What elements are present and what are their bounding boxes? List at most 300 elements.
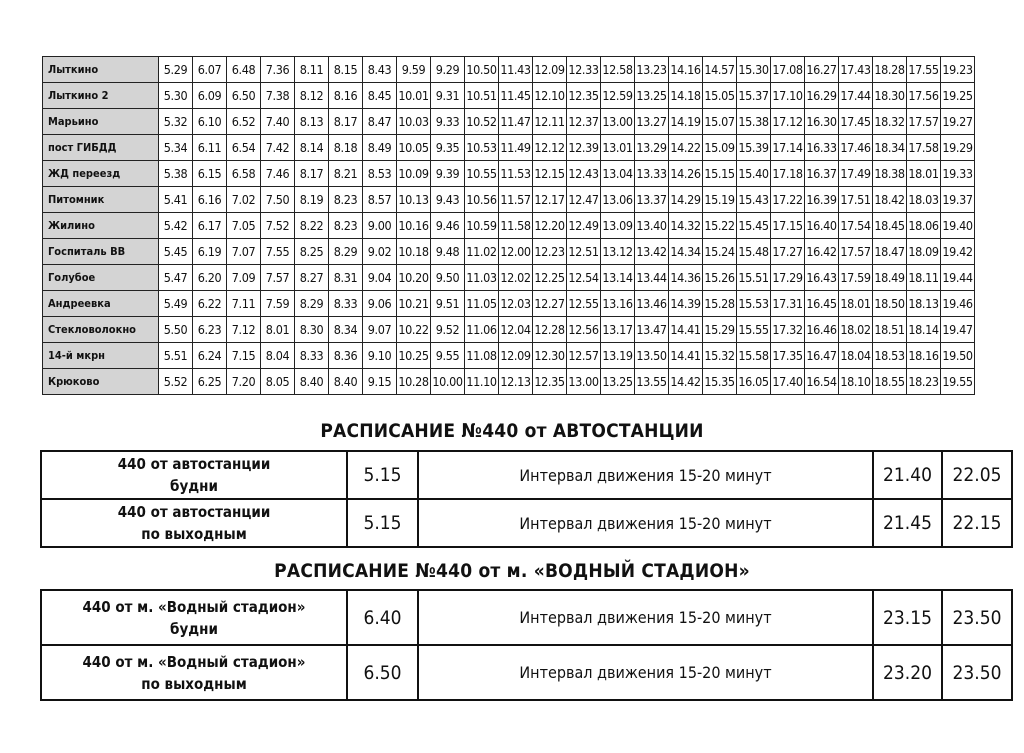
departure-time: 15.26: [703, 265, 737, 291]
departure-time: 8.53: [363, 161, 397, 187]
departure-time: 12.13: [499, 369, 533, 395]
departure-time: 17.54: [839, 213, 873, 239]
first-departure: 5.15: [347, 451, 418, 499]
departure-time: 15.45: [737, 213, 771, 239]
departure-time: 8.14: [295, 135, 329, 161]
route-label-line1: 440 от м. «Водный стадион»: [82, 652, 306, 671]
departure-time: 7.38: [261, 83, 295, 109]
departure-time: 6.19: [193, 239, 227, 265]
departure-time: 8.17: [329, 109, 363, 135]
departure-time: 9.52: [431, 317, 465, 343]
departure-time: 7.07: [227, 239, 261, 265]
stop-name: пост ГИБДД: [43, 135, 159, 161]
section-title-bus-station: РАСПИСАНИЕ №440 от АВТОСТАНЦИИ: [320, 420, 704, 442]
departure-time: 10.55: [465, 161, 499, 187]
departure-time: 7.36: [261, 57, 295, 83]
departure-time: 13.47: [635, 317, 669, 343]
stop-name: ЖД переезд: [43, 161, 159, 187]
departure-time: 8.45: [363, 83, 397, 109]
departure-time: 6.25: [193, 369, 227, 395]
departure-time: 15.51: [737, 265, 771, 291]
departure-time: 19.44: [941, 265, 975, 291]
departure-time: 13.19: [601, 343, 635, 369]
departure-time: 15.58: [737, 343, 771, 369]
stop-row: [43, 369, 975, 395]
last-departure: 22.15: [942, 499, 1012, 547]
departure-time: 8.23: [329, 187, 363, 213]
departure-time: 18.50: [873, 291, 907, 317]
schedule-row-weekdays: [41, 590, 1012, 645]
departure-time: 6.20: [193, 265, 227, 291]
departure-time: 17.29: [771, 265, 805, 291]
departure-time: 8.29: [329, 239, 363, 265]
departure-time: 10.20: [397, 265, 431, 291]
stop-row: [43, 265, 975, 291]
departure-time: 8.04: [261, 343, 295, 369]
departure-time: 15.40: [737, 161, 771, 187]
departure-time: 17.44: [839, 83, 873, 109]
departure-time: 5.52: [159, 369, 193, 395]
departure-time: 12.04: [499, 317, 533, 343]
departure-time: 15.43: [737, 187, 771, 213]
departure-time: 18.11: [907, 265, 941, 291]
departure-time: 8.40: [295, 369, 329, 395]
departure-time: 13.55: [635, 369, 669, 395]
departure-time: 8.49: [363, 135, 397, 161]
departure-time: 13.17: [601, 317, 635, 343]
departure-time: 12.11: [533, 109, 567, 135]
departure-time: 18.14: [907, 317, 941, 343]
departure-time: 9.33: [431, 109, 465, 135]
departure-time: 5.30: [159, 83, 193, 109]
departure-time: 18.55: [873, 369, 907, 395]
departure-time: 16.37: [805, 161, 839, 187]
departure-time: 8.01: [261, 317, 295, 343]
departure-time: 13.33: [635, 161, 669, 187]
departure-time: 8.17: [295, 161, 329, 187]
departure-time: 8.57: [363, 187, 397, 213]
departure-time: 18.28: [873, 57, 907, 83]
departure-time: 13.23: [635, 57, 669, 83]
departure-time: 12.23: [533, 239, 567, 265]
departure-time: 14.36: [669, 265, 703, 291]
departure-time: 8.31: [329, 265, 363, 291]
departure-time: 17.10: [771, 83, 805, 109]
departure-time: 11.57: [499, 187, 533, 213]
departure-time: 12.28: [533, 317, 567, 343]
departure-time: 16.30: [805, 109, 839, 135]
stop-row: [43, 135, 975, 161]
departure-time: 8.30: [295, 317, 329, 343]
route-label-line2: будни: [170, 477, 218, 495]
departure-time: 16.40: [805, 213, 839, 239]
departure-time: 11.47: [499, 109, 533, 135]
departure-time: 19.50: [941, 343, 975, 369]
stop-name: Стекловолокно: [43, 317, 159, 343]
route-label-line1: 440 от м. «Водный стадион»: [82, 597, 306, 616]
departure-time: 8.22: [295, 213, 329, 239]
departure-time: 16.43: [805, 265, 839, 291]
departure-time: 18.04: [839, 343, 873, 369]
departure-time: 13.06: [601, 187, 635, 213]
departure-time: 8.34: [329, 317, 363, 343]
departure-time: 12.09: [533, 57, 567, 83]
departure-time: 15.30: [737, 57, 771, 83]
departure-time: 16.33: [805, 135, 839, 161]
departure-time: 18.09: [907, 239, 941, 265]
departure-time: 15.53: [737, 291, 771, 317]
departure-time: 8.47: [363, 109, 397, 135]
departure-time: 19.29: [941, 135, 975, 161]
departure-time: 9.43: [431, 187, 465, 213]
departure-time: 12.59: [601, 83, 635, 109]
departure-time: 6.23: [193, 317, 227, 343]
departure-time: 11.03: [465, 265, 499, 291]
departure-time: 18.47: [873, 239, 907, 265]
departure-time: 7.02: [227, 187, 261, 213]
departure-time: 13.27: [635, 109, 669, 135]
departure-time: 12.47: [567, 187, 601, 213]
departure-time: 18.16: [907, 343, 941, 369]
departure-time: 5.42: [159, 213, 193, 239]
departure-time: 10.50: [465, 57, 499, 83]
departure-time: 12.54: [567, 265, 601, 291]
interval-text: Интервал движения 15-20 минут: [418, 451, 873, 499]
departure-time: 8.25: [295, 239, 329, 265]
departure-time: 12.17: [533, 187, 567, 213]
departure-time: 13.25: [635, 83, 669, 109]
departure-time: 8.13: [295, 109, 329, 135]
departure-time: 15.37: [737, 83, 771, 109]
departure-time: 13.16: [601, 291, 635, 317]
departure-time: 13.37: [635, 187, 669, 213]
departure-time: 18.42: [873, 187, 907, 213]
departure-time: 10.51: [465, 83, 499, 109]
departure-time: 8.36: [329, 343, 363, 369]
departure-time: 14.39: [669, 291, 703, 317]
departure-time: 6.52: [227, 109, 261, 135]
departure-time: 18.34: [873, 135, 907, 161]
departure-time: 7.11: [227, 291, 261, 317]
departure-time: 5.29: [159, 57, 193, 83]
stop-name: 14-й мкрн: [43, 343, 159, 369]
departure-time: 18.10: [839, 369, 873, 395]
departure-time: 9.00: [363, 213, 397, 239]
departure-time: 18.02: [839, 317, 873, 343]
departure-time: 14.26: [669, 161, 703, 187]
stop-name: Голубое: [43, 265, 159, 291]
departure-time: 7.05: [227, 213, 261, 239]
departure-time: 13.00: [567, 369, 601, 395]
departure-time: 6.24: [193, 343, 227, 369]
departure-time: 15.05: [703, 83, 737, 109]
departure-time: 17.15: [771, 213, 805, 239]
departure-time: 6.10: [193, 109, 227, 135]
schedule-row-weekends: [41, 499, 1012, 547]
departure-time: 14.16: [669, 57, 703, 83]
departure-time: 6.50: [227, 83, 261, 109]
late-departure: 23.15: [873, 590, 942, 645]
departure-time: 13.29: [635, 135, 669, 161]
departure-time: 8.23: [329, 213, 363, 239]
departure-time: 9.06: [363, 291, 397, 317]
departure-time: 12.43: [567, 161, 601, 187]
interval-text: Интервал движения 15-20 минут: [418, 499, 873, 547]
departure-time: 11.49: [499, 135, 533, 161]
late-departure: 21.45: [873, 499, 942, 547]
departure-time: 17.08: [771, 57, 805, 83]
departure-time: 17.14: [771, 135, 805, 161]
departure-time: 7.40: [261, 109, 295, 135]
interval-text: Интервал движения 15-20 минут: [418, 645, 873, 700]
departure-time: 18.53: [873, 343, 907, 369]
first-departure: 5.15: [347, 499, 418, 547]
departure-time: 19.37: [941, 187, 975, 213]
stop-row: [43, 57, 975, 83]
departure-time: 12.25: [533, 265, 567, 291]
departure-time: 8.18: [329, 135, 363, 161]
departure-time: 17.57: [839, 239, 873, 265]
departure-time: 8.15: [329, 57, 363, 83]
departure-time: 5.49: [159, 291, 193, 317]
schedule-table-metro: [40, 589, 1013, 701]
stop-row: [43, 161, 975, 187]
departure-time: 10.21: [397, 291, 431, 317]
stop-row: [43, 317, 975, 343]
departure-time: 8.33: [295, 343, 329, 369]
departure-time: 14.19: [669, 109, 703, 135]
departure-time: 17.27: [771, 239, 805, 265]
departure-time: 15.48: [737, 239, 771, 265]
departure-time: 8.11: [295, 57, 329, 83]
departure-time: 9.46: [431, 213, 465, 239]
departure-time: 17.18: [771, 161, 805, 187]
departure-time: 12.39: [567, 135, 601, 161]
departure-time: 14.32: [669, 213, 703, 239]
departure-time: 6.11: [193, 135, 227, 161]
stop-name: Лыткино: [43, 57, 159, 83]
departure-time: 11.45: [499, 83, 533, 109]
departure-time: 16.54: [805, 369, 839, 395]
stop-row: [43, 109, 975, 135]
route-label-line2: по выходным: [141, 674, 247, 693]
departure-time: 17.57: [907, 109, 941, 135]
departure-time: 16.42: [805, 239, 839, 265]
departure-time: 15.32: [703, 343, 737, 369]
departure-time: 5.32: [159, 109, 193, 135]
departure-time: 18.01: [839, 291, 873, 317]
late-departure: 21.40: [873, 451, 942, 499]
departure-time: 15.38: [737, 109, 771, 135]
departure-time: 8.29: [295, 291, 329, 317]
departure-time: 9.39: [431, 161, 465, 187]
departure-time: 13.12: [601, 239, 635, 265]
departure-time: 13.14: [601, 265, 635, 291]
departure-time: 10.25: [397, 343, 431, 369]
departure-time: 9.59: [397, 57, 431, 83]
schedule-table-bus-station: [40, 450, 1013, 548]
departure-time: 7.50: [261, 187, 295, 213]
departure-time: 13.00: [601, 109, 635, 135]
route-label-line1: 440 от автостанции: [117, 503, 271, 521]
departure-time: 15.19: [703, 187, 737, 213]
route-label: [41, 590, 347, 645]
departure-time: 8.21: [329, 161, 363, 187]
departure-time: 12.00: [499, 239, 533, 265]
departure-time: 12.35: [567, 83, 601, 109]
departure-time: 15.24: [703, 239, 737, 265]
stop-row: [43, 187, 975, 213]
departure-time: 17.51: [839, 187, 873, 213]
route-label-line1: 440 от автостанции: [117, 455, 271, 473]
route-label: [41, 499, 347, 547]
stop-name: Госпиталь ВВ: [43, 239, 159, 265]
departure-time: 17.46: [839, 135, 873, 161]
departure-time: 18.49: [873, 265, 907, 291]
departure-time: 6.48: [227, 57, 261, 83]
departure-time: 7.20: [227, 369, 261, 395]
departure-time: 17.59: [839, 265, 873, 291]
departure-time: 6.17: [193, 213, 227, 239]
departure-time: 7.55: [261, 239, 295, 265]
departure-time: 11.58: [499, 213, 533, 239]
departure-time: 13.50: [635, 343, 669, 369]
departure-time: 16.45: [805, 291, 839, 317]
departure-time: 14.42: [669, 369, 703, 395]
departure-time: 8.43: [363, 57, 397, 83]
departure-time: 5.34: [159, 135, 193, 161]
departure-time: 10.03: [397, 109, 431, 135]
departure-time: 17.35: [771, 343, 805, 369]
departure-time: 19.40: [941, 213, 975, 239]
departure-time: 10.01: [397, 83, 431, 109]
route-label-line2: будни: [170, 619, 218, 638]
departure-time: 9.35: [431, 135, 465, 161]
departure-time: 8.16: [329, 83, 363, 109]
departure-time: 11.05: [465, 291, 499, 317]
departure-time: 9.10: [363, 343, 397, 369]
departure-time: 15.28: [703, 291, 737, 317]
departure-time: 11.02: [465, 239, 499, 265]
departure-time: 14.18: [669, 83, 703, 109]
departure-time: 11.10: [465, 369, 499, 395]
departure-time: 6.58: [227, 161, 261, 187]
departure-time: 9.15: [363, 369, 397, 395]
section-title-metro: РАСПИСАНИЕ №440 от м. «ВОДНЫЙ СТАДИОН»: [274, 560, 750, 582]
departure-time: 18.30: [873, 83, 907, 109]
first-departure: 6.50: [347, 645, 418, 700]
departure-time: 10.09: [397, 161, 431, 187]
departure-time: 10.00: [431, 369, 465, 395]
departure-time: 12.15: [533, 161, 567, 187]
route-label: [41, 451, 347, 499]
departure-time: 13.04: [601, 161, 635, 187]
first-departure: 6.40: [347, 590, 418, 645]
departure-time: 14.29: [669, 187, 703, 213]
departure-time: 17.43: [839, 57, 873, 83]
departure-time: 15.39: [737, 135, 771, 161]
departure-time: 6.07: [193, 57, 227, 83]
departure-time: 6.54: [227, 135, 261, 161]
departure-time: 15.35: [703, 369, 737, 395]
departure-time: 14.22: [669, 135, 703, 161]
departure-time: 12.27: [533, 291, 567, 317]
stop-name: Марьино: [43, 109, 159, 135]
departure-time: 11.43: [499, 57, 533, 83]
departure-time: 12.37: [567, 109, 601, 135]
departure-time: 5.38: [159, 161, 193, 187]
departure-time: 13.01: [601, 135, 635, 161]
departure-time: 16.39: [805, 187, 839, 213]
departure-time: 12.35: [533, 369, 567, 395]
last-departure: 22.05: [942, 451, 1012, 499]
departure-time: 15.29: [703, 317, 737, 343]
departure-time: 13.42: [635, 239, 669, 265]
stop-name: Андреевка: [43, 291, 159, 317]
stop-row: [43, 83, 975, 109]
departure-time: 17.49: [839, 161, 873, 187]
departure-time: 7.59: [261, 291, 295, 317]
departure-time: 14.41: [669, 317, 703, 343]
departure-time: 18.45: [873, 213, 907, 239]
departure-time: 8.40: [329, 369, 363, 395]
departure-time: 5.50: [159, 317, 193, 343]
departure-time: 9.29: [431, 57, 465, 83]
departure-time: 18.01: [907, 161, 941, 187]
departure-time: 19.27: [941, 109, 975, 135]
departure-time: 13.40: [635, 213, 669, 239]
departure-time: 8.33: [329, 291, 363, 317]
departure-time: 16.29: [805, 83, 839, 109]
departure-time: 11.06: [465, 317, 499, 343]
schedule-row-weekdays: [41, 451, 1012, 499]
departure-time: 18.32: [873, 109, 907, 135]
departure-time: 12.12: [533, 135, 567, 161]
departure-time: 11.53: [499, 161, 533, 187]
departure-time: 17.55: [907, 57, 941, 83]
departure-time: 12.10: [533, 83, 567, 109]
departure-time: 10.13: [397, 187, 431, 213]
departure-time: 10.18: [397, 239, 431, 265]
departure-time: 16.46: [805, 317, 839, 343]
departure-time: 17.12: [771, 109, 805, 135]
departure-time: 10.52: [465, 109, 499, 135]
departure-time: 16.27: [805, 57, 839, 83]
departure-time: 8.12: [295, 83, 329, 109]
departure-time: 14.34: [669, 239, 703, 265]
departure-time: 17.22: [771, 187, 805, 213]
departure-time: 7.12: [227, 317, 261, 343]
departure-time: 13.25: [601, 369, 635, 395]
departure-time: 14.41: [669, 343, 703, 369]
departure-time: 9.51: [431, 291, 465, 317]
departure-time: 18.06: [907, 213, 941, 239]
departure-time: 10.28: [397, 369, 431, 395]
departure-time: 19.46: [941, 291, 975, 317]
last-departure: 23.50: [942, 645, 1012, 700]
departure-time: 12.55: [567, 291, 601, 317]
stop-name: Крюково: [43, 369, 159, 395]
departure-time: 5.47: [159, 265, 193, 291]
departure-time: 13.09: [601, 213, 635, 239]
departure-time: 19.25: [941, 83, 975, 109]
departure-time: 7.46: [261, 161, 295, 187]
departure-time: 19.23: [941, 57, 975, 83]
departure-time: 18.03: [907, 187, 941, 213]
departure-time: 19.42: [941, 239, 975, 265]
departure-time: 7.09: [227, 265, 261, 291]
departure-time: 18.38: [873, 161, 907, 187]
